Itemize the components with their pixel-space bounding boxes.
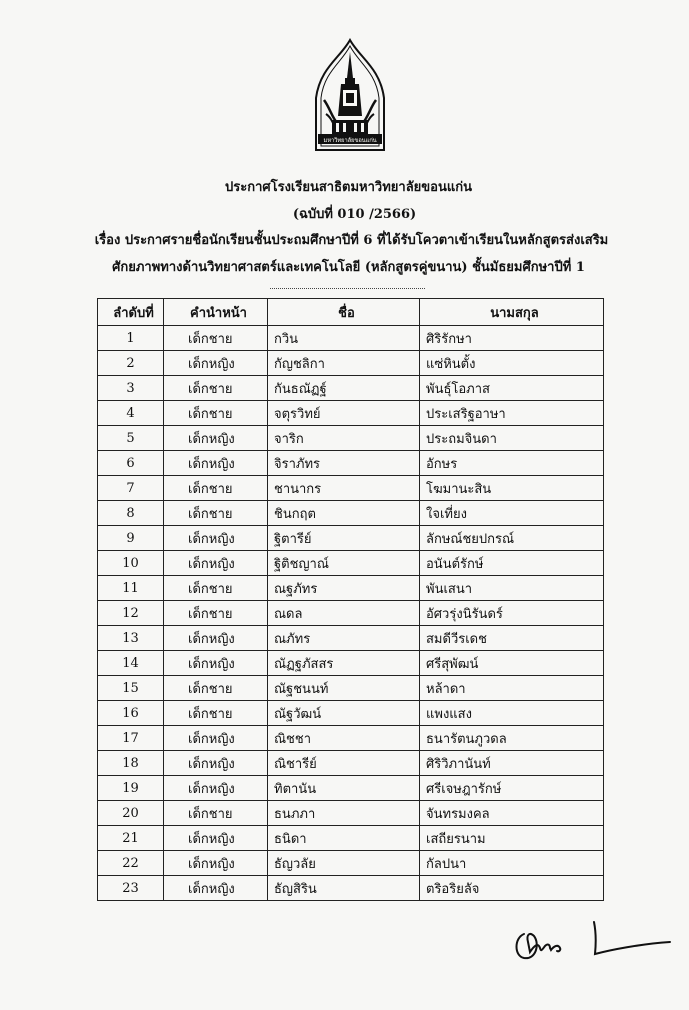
cell-order-no: 12 <box>98 601 164 626</box>
cell-prefix: เด็กหญิง <box>164 351 268 376</box>
cell-first-name: กันธณัฏฐ์ <box>268 376 420 401</box>
cell-first-name: ณัฐวัฒน์ <box>268 701 420 726</box>
cell-first-name: จตุรวิทย์ <box>268 401 420 426</box>
cell-prefix: เด็กหญิง <box>164 426 268 451</box>
cell-prefix: เด็กหญิง <box>164 776 268 801</box>
table-row <box>98 626 604 651</box>
header-last-name: นามสกุล <box>420 299 604 326</box>
cell-last-name: เสถียรนาม <box>420 826 604 851</box>
cell-last-name: จันทรมงคล <box>420 801 604 826</box>
cell-prefix: เด็กหญิง <box>164 451 268 476</box>
cell-prefix: เด็กชาย <box>164 576 268 601</box>
table-row <box>98 451 604 476</box>
cell-first-name: ณิชารีย์ <box>268 751 420 776</box>
cell-first-name: ทิตานัน <box>268 776 420 801</box>
table-row <box>98 551 604 576</box>
cell-order-no: 22 <box>98 851 164 876</box>
cell-last-name: ศิริรักษา <box>420 326 604 351</box>
table-row <box>98 376 604 401</box>
cell-prefix: เด็กหญิง <box>164 526 268 551</box>
cell-prefix: เด็กชาย <box>164 601 268 626</box>
cell-prefix: เด็กหญิง <box>164 726 268 751</box>
cell-prefix: เด็กชาย <box>164 801 268 826</box>
table-header-row <box>98 299 604 326</box>
cell-first-name: กวิน <box>268 326 420 351</box>
table-row <box>98 826 604 851</box>
header-prefix: คำนำหน้า <box>164 299 268 326</box>
cell-last-name: โฆมานะสิน <box>420 476 604 501</box>
dotted-divider <box>270 288 425 289</box>
cell-order-no: 3 <box>98 376 164 401</box>
cell-last-name: ประเสริฐอาษา <box>420 401 604 426</box>
cell-last-name: กัลปนา <box>420 851 604 876</box>
cell-prefix: เด็กหญิง <box>164 551 268 576</box>
table-row <box>98 801 604 826</box>
cell-first-name: กัญชลิกา <box>268 351 420 376</box>
cell-prefix: เด็กชาย <box>164 676 268 701</box>
cell-prefix: เด็กชาย <box>164 701 268 726</box>
cell-order-no: 7 <box>98 476 164 501</box>
cell-first-name: ณิชชา <box>268 726 420 751</box>
cell-last-name: พันธุ์โอภาส <box>420 376 604 401</box>
cell-last-name: ลักษณ์ชยปกรณ์ <box>420 526 604 551</box>
cell-last-name: ประถมจินดา <box>420 426 604 451</box>
cell-order-no: 10 <box>98 551 164 576</box>
seal-banner-text: มหาวิทยาลัยขอนแก่น <box>323 137 377 144</box>
table-row <box>98 776 604 801</box>
cell-first-name: ณดล <box>268 601 420 626</box>
cell-first-name: ณัฐชนนท์ <box>268 676 420 701</box>
cell-order-no: 5 <box>98 426 164 451</box>
cell-order-no: 23 <box>98 876 164 901</box>
cell-last-name: หล้าดา <box>420 676 604 701</box>
table-row <box>98 351 604 376</box>
table-row <box>98 326 604 351</box>
table-row <box>98 676 604 701</box>
cell-last-name: อักษร <box>420 451 604 476</box>
cell-last-name: พันเสนา <box>420 576 604 601</box>
table-row <box>98 751 604 776</box>
cell-prefix: เด็กหญิง <box>164 851 268 876</box>
cell-last-name: ศรีสุพัฒน์ <box>420 651 604 676</box>
table-row <box>98 701 604 726</box>
cell-order-no: 16 <box>98 701 164 726</box>
cell-order-no: 18 <box>98 751 164 776</box>
cell-prefix: เด็กหญิง <box>164 626 268 651</box>
cell-order-no: 15 <box>98 676 164 701</box>
cell-first-name: ธัญสิริน <box>268 876 420 901</box>
university-seal-logo <box>310 38 390 156</box>
cell-last-name: แซ่หินตั้ง <box>420 351 604 376</box>
cell-order-no: 8 <box>98 501 164 526</box>
cell-first-name: ชานากร <box>268 476 420 501</box>
cell-order-no: 20 <box>98 801 164 826</box>
cell-prefix: เด็กชาย <box>164 401 268 426</box>
cell-first-name: ณภัทร <box>268 626 420 651</box>
cell-first-name: ธนภภา <box>268 801 420 826</box>
announcement-title: ประกาศโรงเรียนสาธิตมหาวิทยาลัยขอนแก่น <box>224 180 473 195</box>
cell-last-name: แพงแสง <box>420 701 604 726</box>
handwritten-signature <box>510 912 680 972</box>
cell-first-name: ฐิติชญาณ์ <box>268 551 420 576</box>
cell-first-name: จาริก <box>268 426 420 451</box>
cell-order-no: 11 <box>98 576 164 601</box>
cell-first-name: ธนิดา <box>268 826 420 851</box>
cell-last-name: ตริอริยลัจ <box>420 876 604 901</box>
table-row <box>98 501 604 526</box>
cell-prefix: เด็กชาย <box>164 501 268 526</box>
announcement-issue: (ฉบับที่ 010 /2566) <box>292 207 417 222</box>
cell-last-name: อนันต์รักษ์ <box>420 551 604 576</box>
cell-prefix: เด็กหญิง <box>164 751 268 776</box>
cell-order-no: 6 <box>98 451 164 476</box>
table-row <box>98 401 604 426</box>
table-row <box>98 426 604 451</box>
cell-prefix: เด็กหญิง <box>164 826 268 851</box>
table-row <box>98 476 604 501</box>
cell-order-no: 21 <box>98 826 164 851</box>
cell-first-name: จิราภัทร <box>268 451 420 476</box>
cell-order-no: 1 <box>98 326 164 351</box>
student-roster-table <box>97 298 604 901</box>
cell-first-name: ฐิตารีย์ <box>268 526 420 551</box>
announcement-subject-line1: เรื่อง ประกาศรายชื่อนักเรียนชั้นประถมศึกษาปีที่ 6 ที่ได้รับโควตาเข้าเรียนในหลักสูตรส่งเสริม <box>94 233 609 248</box>
cell-prefix: เด็กชาย <box>164 376 268 401</box>
cell-last-name: สมดีวีรเดช <box>420 626 604 651</box>
table-row <box>98 601 604 626</box>
cell-order-no: 13 <box>98 626 164 651</box>
cell-order-no: 19 <box>98 776 164 801</box>
cell-first-name: ธัญวลัย <box>268 851 420 876</box>
cell-first-name: ชินกฤต <box>268 501 420 526</box>
cell-first-name: ณัฏฐภัสสร <box>268 651 420 676</box>
table-row <box>98 876 604 901</box>
cell-order-no: 2 <box>98 351 164 376</box>
table-row <box>98 576 604 601</box>
cell-order-no: 4 <box>98 401 164 426</box>
cell-last-name: อัศวรุ่งนิรันดร์ <box>420 601 604 626</box>
cell-last-name: ศิริวิภานันท์ <box>420 751 604 776</box>
cell-prefix: เด็กชาย <box>164 476 268 501</box>
cell-last-name: ธนารัตนภูวดล <box>420 726 604 751</box>
header-first-name: ชื่อ <box>268 299 420 326</box>
header-order-no: ลำดับที่ <box>98 299 164 326</box>
table-row <box>98 851 604 876</box>
cell-last-name: ใจเที่ยง <box>420 501 604 526</box>
cell-prefix: เด็กหญิง <box>164 876 268 901</box>
table-row <box>98 526 604 551</box>
cell-first-name: ณฐภัทร <box>268 576 420 601</box>
cell-last-name: ศรีเจษฎารักษ์ <box>420 776 604 801</box>
cell-order-no: 17 <box>98 726 164 751</box>
cell-order-no: 14 <box>98 651 164 676</box>
table-body <box>98 326 604 901</box>
cell-prefix: เด็กชาย <box>164 326 268 351</box>
announcement-subject-line2: ศักยภาพทางด้านวิทยาศาสตร์และเทคโนโลยี (หลักสูตรคู่ขนาน) ชั้นมัธยมศึกษาปีที่ 1 <box>112 260 585 275</box>
cell-prefix: เด็กหญิง <box>164 651 268 676</box>
cell-order-no: 9 <box>98 526 164 551</box>
table-row <box>98 726 604 751</box>
table-row <box>98 651 604 676</box>
